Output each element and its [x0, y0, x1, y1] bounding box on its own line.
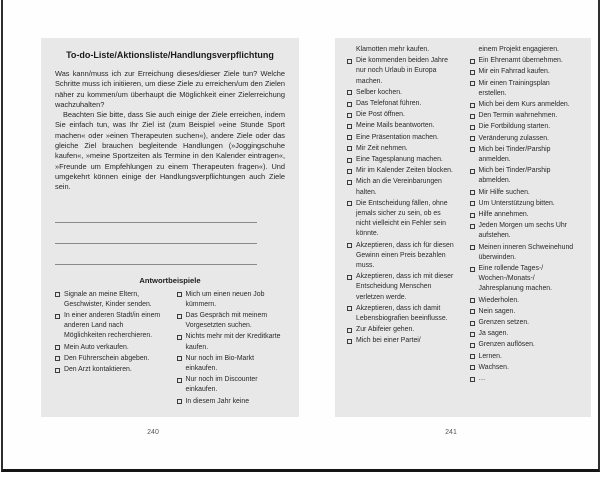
list-item	[347, 304, 457, 324]
writing-line	[55, 223, 257, 244]
list-item-text: Eine rollende Tages-/ Wochen-/Monats-/ Jahresplanung machen.	[478, 265, 553, 293]
bullet-square-icon	[347, 146, 352, 151]
list-item	[470, 329, 580, 339]
bullet-square-icon	[347, 124, 352, 129]
list-item	[55, 290, 164, 310]
list-item	[347, 45, 457, 55]
bullet-square-icon	[470, 201, 475, 206]
bullet-square-icon	[470, 365, 475, 370]
list-item-text: …	[478, 375, 486, 383]
list-item-text: Das Gespräch mit meinem Vorgesetzten suchen.	[185, 311, 268, 330]
bullet-square-icon	[470, 224, 475, 229]
list-item	[470, 296, 580, 306]
list-item	[177, 354, 286, 374]
list-item	[470, 210, 580, 220]
list-item-text: Die Entscheidung fällen, ohne jemals sicher zu sein, ob es nicht vielleicht ein Fehler sein könnte.	[356, 199, 448, 238]
list-item-text: Jeden Morgen um sechs Uhr aufstehen.	[478, 222, 567, 240]
list-item	[347, 325, 457, 335]
list-item-text: Das Telefonat führen.	[356, 100, 422, 108]
bullet-square-icon	[470, 213, 475, 218]
bullet-square-icon	[177, 399, 182, 404]
list-item-text: Die kommenden beiden Jahre nur noch Urlaub in Europa machen.	[356, 57, 448, 85]
list-item	[55, 365, 164, 375]
list-item-text: einem Projekt engagieren.	[478, 46, 559, 53]
list-item	[470, 352, 580, 362]
list-item	[470, 100, 580, 110]
list-item-text: Meine Mails beantworten.	[356, 122, 435, 130]
list-item	[177, 375, 286, 395]
list-item	[470, 79, 580, 99]
answers-column-4	[470, 45, 580, 385]
intro-paragraph-1: Was kann/muss ich zur Erreichung dieses/dieser Ziele tun? Welche Schritte muss ich initiieren, um diese Ziele zu erreichen/um den Zielen näher zu kommen/um überhaupt die Möglichkeit einer Zielerreichung wachzuhalten?	[55, 69, 285, 109]
list-item-text: Signale an meine Eltern, Geschwister, Kinder senden.	[64, 290, 152, 308]
bullet-square-icon	[470, 267, 475, 272]
bullet-square-icon	[470, 343, 475, 348]
bullet-square-icon	[470, 125, 475, 130]
list-item	[347, 177, 457, 197]
list-item-text: Mich bei Tinder/Parship anmelden.	[478, 145, 551, 164]
list-item	[347, 155, 457, 165]
writing-lines	[55, 202, 257, 265]
intro-paragraph-2: Beachten Sie bitte, dass Sie auch einige der Ziele erreichen, indem Sie einfach tun, was Ihr Ziel ist (zum Beispiel »eine Stunde Sport machen« oder »einen Therapeuten suchen«), andere Ziele oder das gleiche Ziel brauchen begleitende Handlungen (»Joggingschuhe kaufen«, »meine Sportzeiten als Termine in den Kalender eintragen«, »Freunde um Empfehlungen zu einem Therapeuten fragen«). Und umgekehrt können einige der Handlungsverpflichtungen auch Ziele sein.	[55, 110, 285, 192]
list-item	[347, 99, 457, 109]
bullet-square-icon	[177, 335, 182, 340]
list-item	[347, 144, 457, 154]
list-item	[470, 221, 580, 241]
list-item	[347, 199, 457, 240]
list-item	[347, 272, 457, 303]
writing-line	[55, 202, 257, 223]
list-item	[470, 67, 580, 77]
bullet-square-icon	[470, 147, 475, 152]
bullet-square-icon	[177, 378, 182, 383]
answers-columns-left-page	[55, 290, 285, 408]
answers-heading: Antwortbeispiele	[139, 275, 201, 285]
list-item	[470, 264, 580, 295]
list-item	[470, 111, 580, 121]
list-item-text: Akzeptieren, dass ich damit Lebensbiografien beeinflusse.	[356, 304, 448, 323]
list-item	[55, 354, 164, 364]
list-item	[470, 45, 580, 55]
bullet-square-icon	[347, 201, 352, 206]
list-item	[470, 188, 580, 198]
list-item-text: Den Arzt kontaktieren.	[64, 365, 132, 373]
list-item	[470, 340, 580, 350]
list-item-text: Mich bei Tinder/Parship abmelden.	[478, 167, 551, 185]
bullet-square-icon	[470, 59, 475, 64]
list-item-text: Den Termin wahrnehmen.	[478, 112, 558, 120]
bullet-square-icon	[470, 81, 475, 86]
list-item-text: Zur Abifeier gehen.	[356, 326, 415, 334]
list-item-text: Meinen inneren Schweinehund überwinden.	[478, 243, 574, 261]
list-item-text: Die Fortbildung starten.	[478, 123, 551, 131]
scan-frame	[1, 0, 600, 472]
list-item-text: Ja sagen.	[478, 330, 509, 338]
list-item	[177, 397, 286, 407]
list-item-text: Grenzen setzen.	[478, 319, 530, 327]
list-item	[470, 166, 580, 186]
list-item	[470, 199, 580, 209]
list-item	[470, 243, 580, 263]
list-item-text: Mein Auto verkaufen.	[64, 343, 129, 351]
list-item	[470, 318, 580, 328]
bullet-square-icon	[55, 368, 60, 373]
list-item-text: Mir ein Fahrrad kaufen.	[478, 68, 550, 76]
bullet-square-icon	[470, 377, 475, 382]
bullet-square-icon	[347, 180, 352, 185]
list-item	[347, 110, 457, 120]
list-item-text: Mich an die Vereinbarungen halten.	[356, 178, 442, 196]
bullet-square-icon	[347, 243, 352, 248]
list-item-text: Grenzen auflösen.	[478, 341, 535, 349]
list-item	[347, 336, 457, 346]
list-item	[470, 363, 580, 373]
bullet-square-icon	[347, 90, 352, 95]
bullet-square-icon	[347, 102, 352, 107]
list-item-text: In diesem Jahr keine	[185, 397, 250, 405]
list-item-text: Wiederholen.	[478, 296, 520, 304]
list-item	[470, 374, 580, 384]
list-item	[177, 311, 286, 331]
bullet-square-icon	[55, 314, 60, 319]
bullet-square-icon	[470, 245, 475, 250]
bullet-square-icon	[470, 321, 475, 326]
list-item-text: Selber kochen.	[356, 88, 402, 96]
answers-column-2	[177, 290, 286, 408]
writing-line	[55, 244, 257, 265]
bullet-square-icon	[347, 339, 352, 344]
bullet-square-icon	[347, 113, 352, 118]
bullet-square-icon	[177, 314, 182, 319]
list-item-text: Akzeptieren, dass ich für diesen Gewinn einen Preis bezahlen muss.	[356, 241, 454, 270]
worksheet-box-right	[335, 38, 591, 417]
list-item-text: Mich bei dem Kurs anmelden.	[478, 101, 570, 109]
bullet-square-icon	[347, 275, 352, 280]
bullet-square-icon	[177, 356, 182, 361]
list-item-text: Klamotten mehr kaufen.	[356, 46, 430, 53]
page-number-right: 241	[445, 429, 457, 436]
list-item	[347, 133, 457, 143]
page-number-left: 240	[147, 429, 159, 436]
list-item-text: Mir Zeit nehmen.	[356, 144, 408, 152]
list-item	[177, 332, 286, 352]
list-item	[470, 307, 580, 317]
list-item-text: Wachsen.	[478, 363, 509, 371]
bullet-square-icon	[347, 328, 352, 333]
worksheet-box-left	[41, 38, 299, 417]
list-item-text: Um Unterstützung bitten.	[478, 199, 555, 207]
bullet-square-icon	[470, 169, 475, 174]
list-item-text: Hilfe annehmen.	[478, 211, 529, 219]
list-item	[347, 121, 457, 131]
answers-column-3	[347, 45, 457, 348]
bullet-square-icon	[177, 292, 182, 297]
bullet-square-icon	[470, 354, 475, 359]
list-item-text: Veränderung zulassen.	[478, 134, 549, 142]
answers-columns-right-page	[347, 45, 579, 385]
bullet-square-icon	[470, 103, 475, 108]
list-item	[347, 56, 457, 87]
bullet-square-icon	[470, 332, 475, 337]
bullet-square-icon	[55, 345, 60, 350]
list-item	[55, 343, 164, 353]
bullet-square-icon	[470, 70, 475, 75]
list-item-text: In einer anderen Stadt/in einem anderen Land nach Möglichkeiten recherchieren.	[64, 311, 161, 340]
list-item	[347, 241, 457, 272]
list-item-text: Nur noch im Bio-Markt einkaufen.	[185, 354, 255, 372]
bullet-square-icon	[470, 309, 475, 314]
bullet-square-icon	[55, 292, 60, 297]
bullet-square-icon	[470, 114, 475, 119]
list-item-text: Akzeptieren, dass ich mit dieser Entscheidung Menschen verletzen werde.	[356, 273, 454, 301]
list-item-text: Mich um einen neuen Job kümmern.	[185, 290, 265, 308]
list-item	[470, 134, 580, 144]
bullet-square-icon	[347, 169, 352, 174]
list-item-text: Lernen.	[478, 352, 502, 360]
list-item-text: Den Führerschein abgeben.	[64, 354, 150, 362]
list-item-text: Nichts mehr mit der Kreditkarte kaufen.	[185, 333, 281, 351]
bullet-square-icon	[55, 356, 60, 361]
worksheet-title: To-do-Liste/Aktionsliste/Handlungsverpflichtung	[66, 50, 274, 60]
bullet-square-icon	[470, 298, 475, 303]
list-item	[470, 122, 580, 132]
bullet-square-icon	[347, 135, 352, 140]
list-item-text: Mir Hilfe suchen.	[478, 188, 530, 196]
list-item	[470, 145, 580, 165]
bullet-square-icon	[470, 136, 475, 141]
list-item-text: Mir einen Trainingsplan erstellen.	[478, 79, 550, 97]
list-item-text: Eine Präsentation machen.	[356, 133, 439, 141]
list-item-text: Eine Tagesplanung machen.	[356, 156, 443, 164]
list-item	[177, 290, 286, 310]
list-item	[470, 56, 580, 66]
bullet-square-icon	[470, 190, 475, 195]
list-item-text: Nein sagen.	[478, 307, 516, 315]
bullet-square-icon	[347, 306, 352, 311]
list-item-text: Die Post öffnen.	[356, 111, 405, 119]
list-item	[347, 166, 457, 176]
bullet-square-icon	[347, 59, 352, 64]
list-item-text: Nur noch im Discounter einkaufen.	[185, 376, 258, 394]
bullet-square-icon	[347, 158, 352, 163]
list-item	[347, 88, 457, 98]
list-item-text: Mir im Kalender Zeiten blocken.	[356, 167, 453, 175]
list-item-text: Mich bei einer Partei/	[356, 337, 421, 345]
list-item-text: Ein Ehrenamt übernehmen.	[478, 57, 563, 65]
list-item	[55, 311, 164, 342]
answers-column-1	[55, 290, 164, 377]
